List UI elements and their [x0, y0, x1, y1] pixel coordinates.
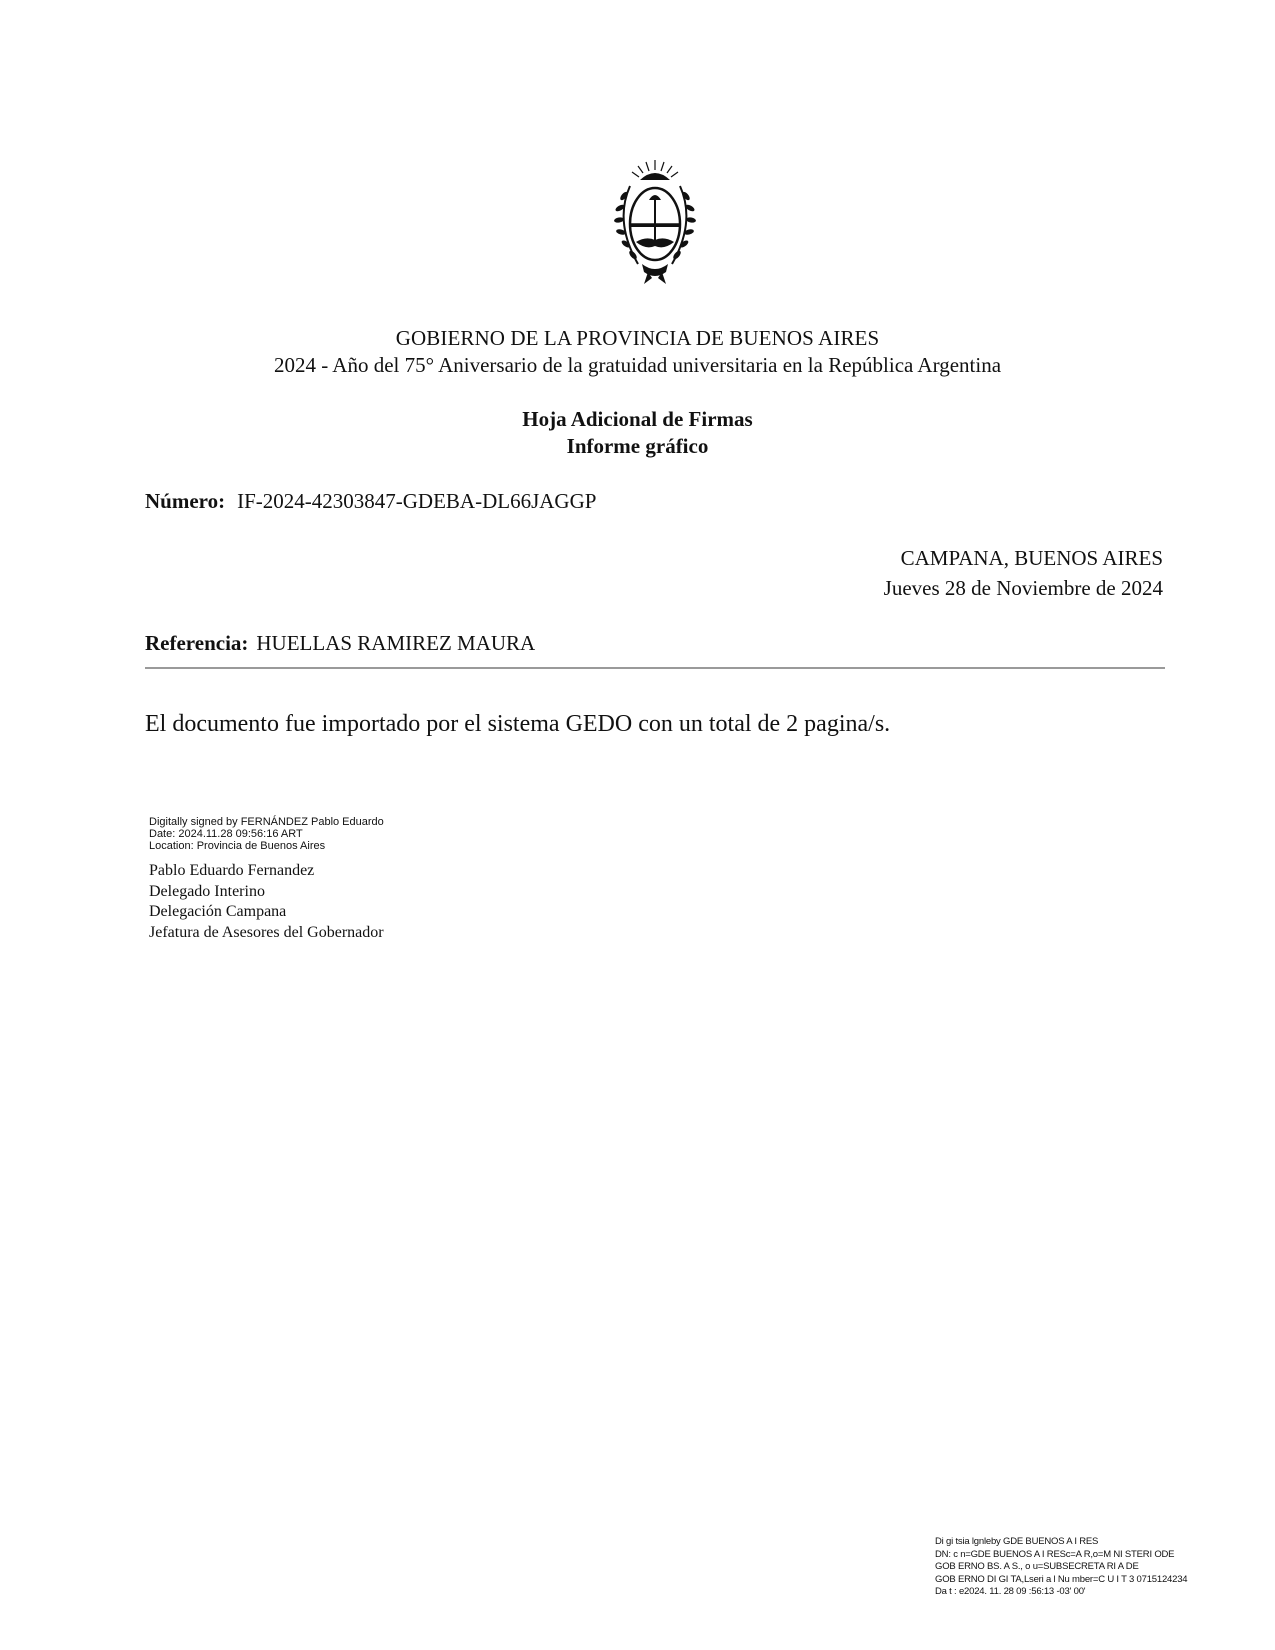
signer-department: Jefatura de Asesores del Gobernador: [149, 923, 384, 941]
reference-value: HUELLAS RAMIREZ MAURA: [256, 631, 536, 655]
system-signature-stamp: [935, 1536, 1235, 1599]
signer-office: Delegación Campana: [149, 903, 287, 920]
digital-signature-stamp: [149, 816, 384, 852]
place: CAMPANA, BUENOS AIRES: [900, 546, 1163, 570]
signer-name: Pablo Eduardo Fernandez: [149, 862, 315, 879]
system-signature-line: DN: c n=GDE BUENOS A I RESc=A R,o=M NI STERI ODE: [935, 1548, 1175, 1560]
coat-of-arms-icon: [612, 158, 698, 286]
reference-row: [145, 631, 535, 656]
system-signature-line: Da t : e2024. 11. 28 09 :56:13 -03' 00': [935, 1586, 1086, 1597]
document-number-row: [145, 489, 596, 514]
document-subtitle: Informe gráfico: [566, 434, 709, 458]
reference-label: Referencia:: [145, 631, 249, 655]
year-motto: 2024 - Año del 75° Aniversario de la gratuidad universitaria en la República Argentina: [273, 353, 1002, 377]
signer-block: [149, 861, 384, 943]
system-signature-line: GOB ERNO DI GI TA,Lseri a l Nu mber=C U I T 3 0715124234: [935, 1573, 1188, 1585]
document-date: Jueves 28 de Noviembre de 2024: [883, 576, 1163, 600]
number-label: Número:: [145, 489, 226, 513]
government-heading: GOBIERNO DE LA PROVINCIA DE BUENOS AIRES: [395, 326, 880, 350]
system-signature-line: Di gi tsia lgnleby GDE BUENOS A I RES: [935, 1536, 1099, 1547]
signed-by: Digitally signed by FERNÁNDEZ Pablo Eduardo: [149, 816, 384, 828]
system-signature-line: GOB ERNO BS. A S., o u=SUBSECRETA RI A DE: [935, 1561, 1139, 1572]
signature-location: Location: Provincia de Buenos Aires: [149, 840, 326, 852]
document-title: Hoja Adicional de Firmas: [522, 407, 753, 431]
signature-date: Date: 2024.11.28 09:56:16 ART: [149, 828, 303, 840]
body-text: El documento fue importado por el sistema GEDO con un total de 2 pagina/s.: [145, 711, 891, 737]
signer-role: Delegado Interino: [149, 882, 265, 900]
number-value: IF-2024-42303847-GDEBA-DL66JAGGP: [237, 489, 597, 513]
divider: [145, 667, 1165, 669]
